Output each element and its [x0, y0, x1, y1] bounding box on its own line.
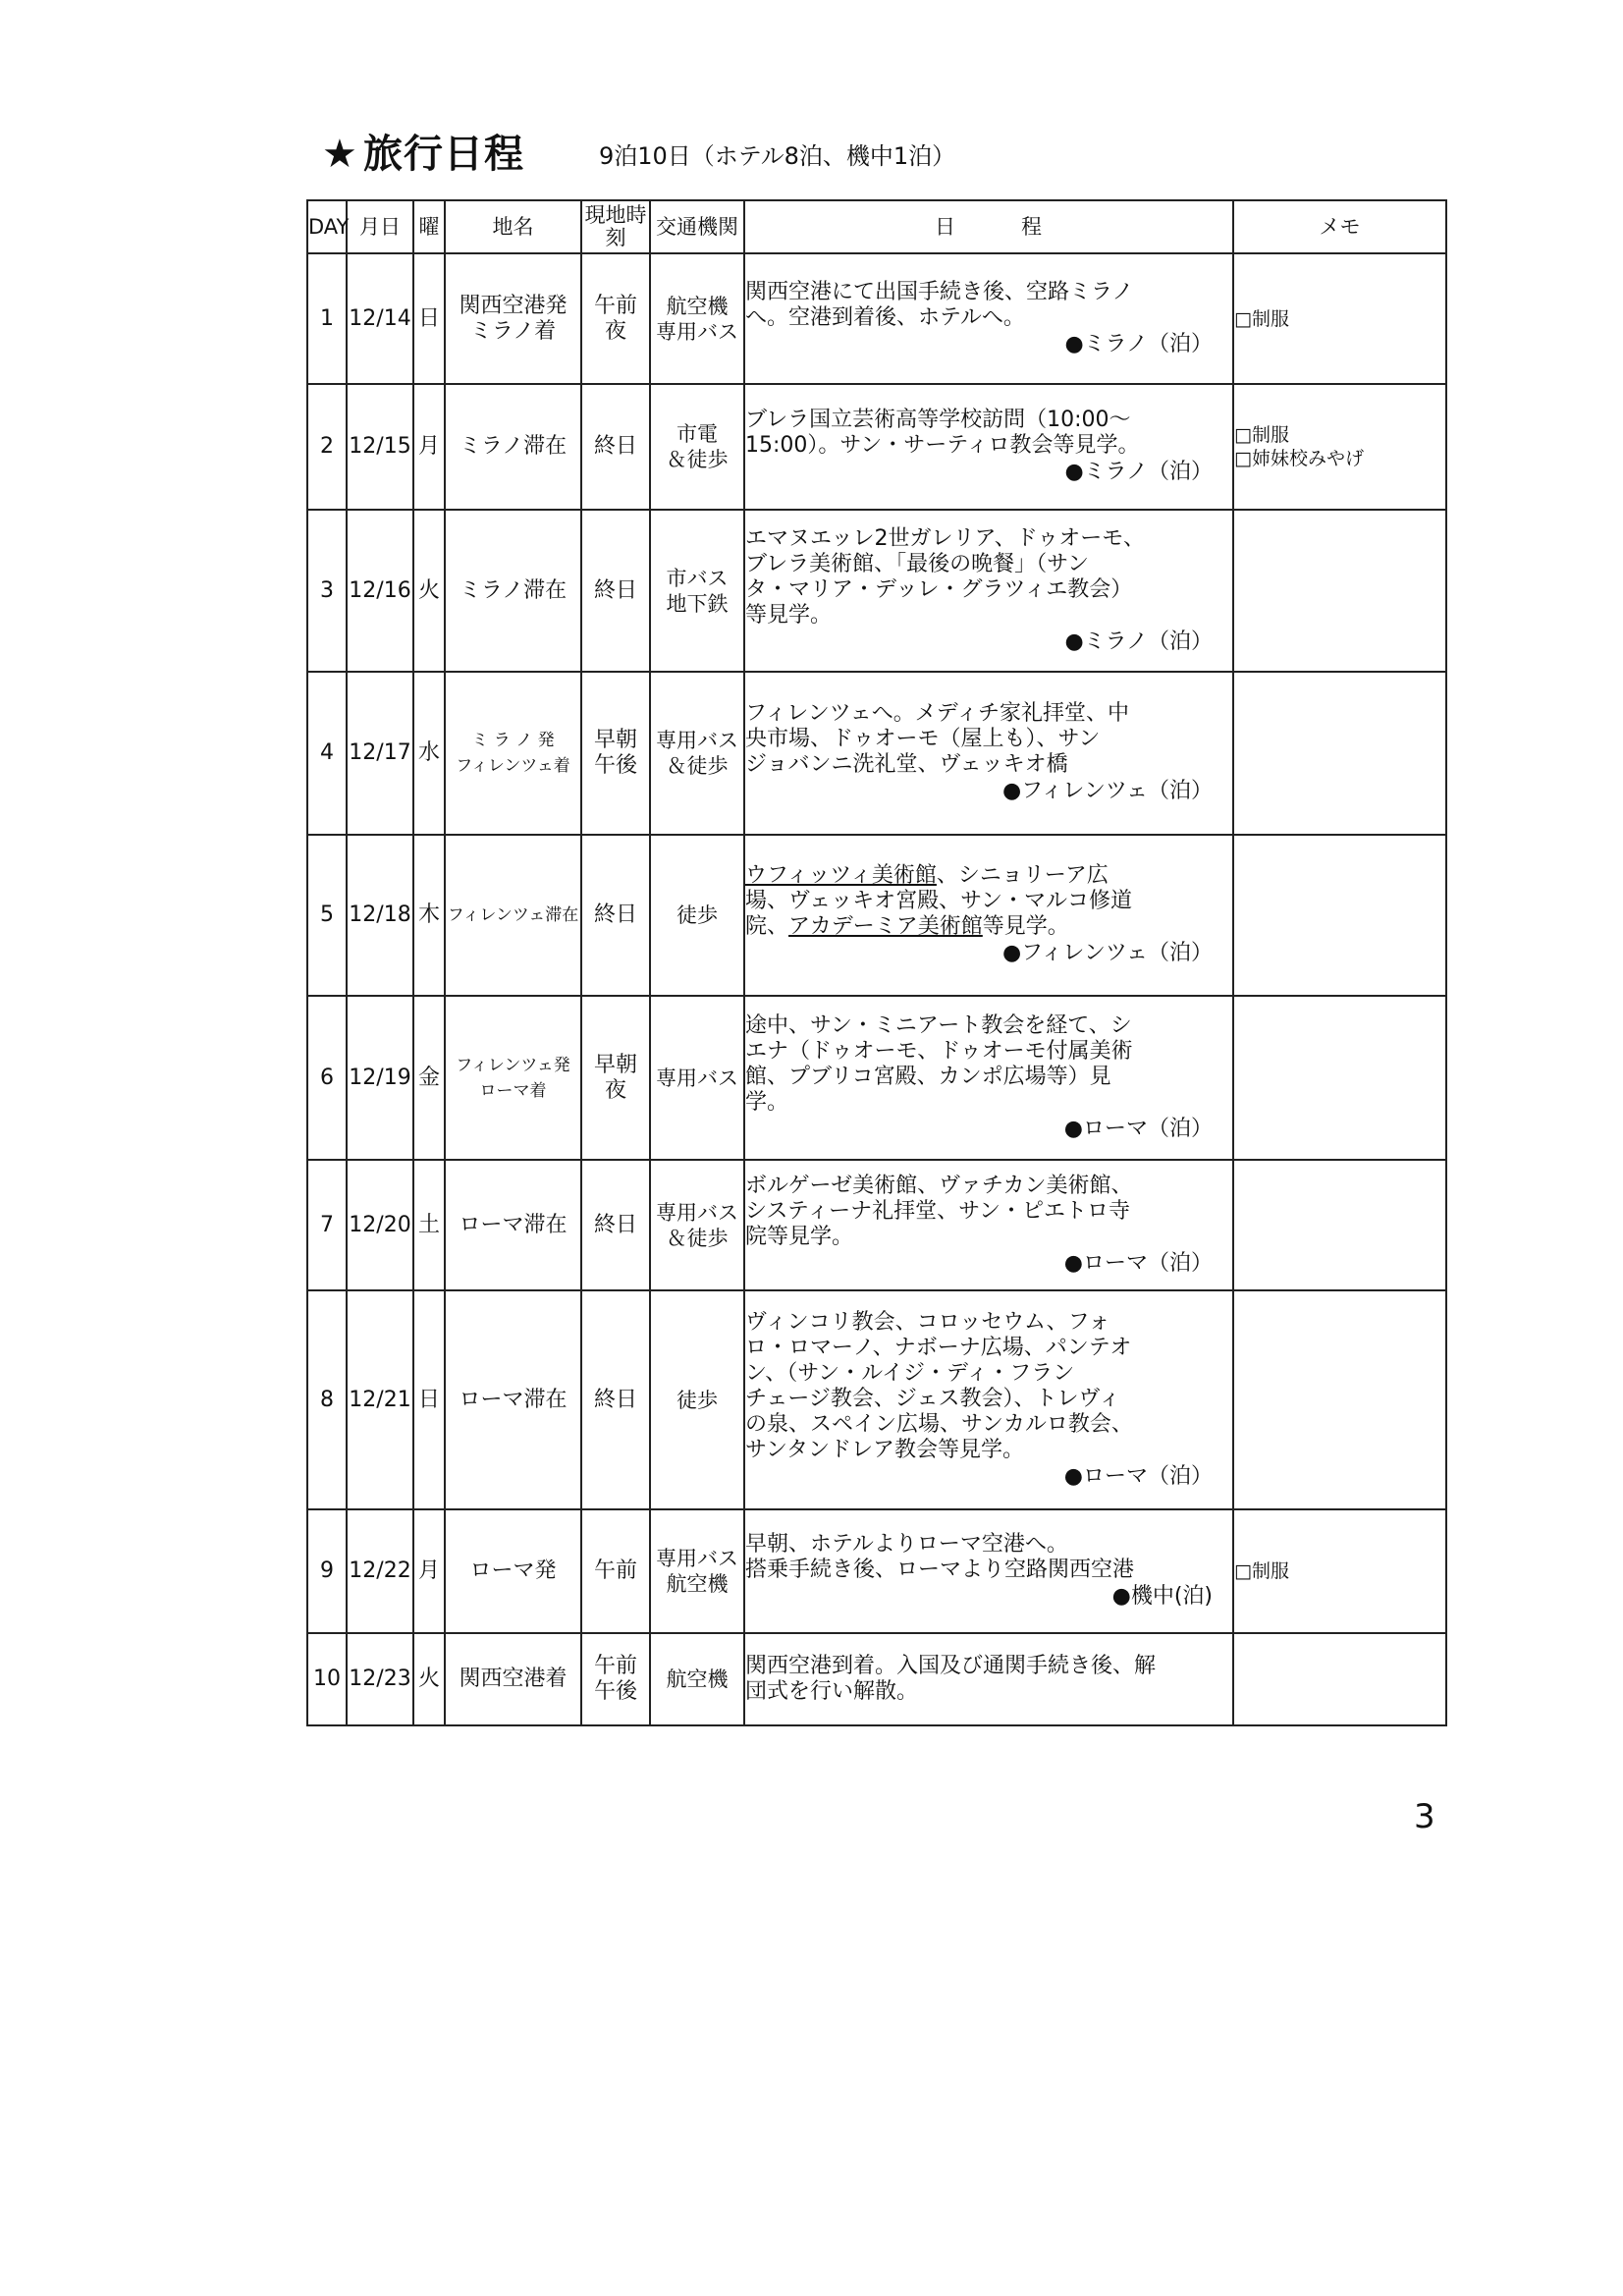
transport	[650, 1160, 744, 1290]
cell-line: 早朝	[593, 1052, 637, 1077]
schedule	[744, 253, 1233, 384]
cell-line: 市バス	[666, 566, 729, 590]
cell-line: ローマ滞在	[459, 1387, 568, 1412]
overnight-stay: ●ローマ（泊）	[1063, 1463, 1213, 1489]
cell-line: 途中、サン・ミニアート教会を経て、シ	[745, 1012, 1132, 1038]
place	[445, 1509, 581, 1633]
itinerary-table	[306, 199, 1447, 1726]
cell-line: へ。空港到着後、ホテルへ。	[745, 304, 1025, 330]
memo-checkbox-item: □制服	[1234, 1560, 1289, 1582]
cell-line: 午前	[593, 1654, 637, 1678]
cell-line: 航空機	[666, 294, 729, 318]
memo-checkbox-item: □制服	[1234, 424, 1289, 446]
cell-line: ミラノ着	[469, 318, 557, 344]
cell-line: 徒歩	[676, 1388, 718, 1412]
date: 12/15	[347, 384, 413, 510]
cell-line: 専用バス	[656, 1200, 738, 1225]
cell-line: 午後	[593, 1679, 637, 1704]
header-date: 月日	[347, 200, 413, 253]
cell-line: ＆徒歩	[666, 754, 729, 778]
cell-line: エマヌエッレ2世ガレリア、ドゥオーモ、	[745, 525, 1146, 551]
cell-line: ミラノ滞在	[459, 434, 568, 459]
header-day: DAY	[307, 200, 347, 253]
transport	[650, 384, 744, 510]
cell-line: フィレンツェ滞在	[447, 905, 579, 925]
place	[445, 996, 581, 1160]
place	[445, 1160, 581, 1290]
cell-line: ン、（サン・ルイジ・ディ・フラン	[745, 1360, 1075, 1386]
cell-line: ローマ滞在	[459, 1212, 568, 1237]
memo	[1233, 510, 1446, 672]
day-number: 2	[307, 384, 347, 510]
cell-line: ウフィッツィ美術館、シニョリーア広	[745, 863, 1109, 888]
day-number: 10	[307, 1633, 347, 1725]
day-number: 5	[307, 835, 347, 996]
date: 12/23	[347, 1633, 413, 1725]
cell-line: ロ・ロマーノ、ナボーナ広場、パンテオ	[745, 1335, 1132, 1360]
day-number: 3	[307, 510, 347, 672]
page-title: 旅行日程	[363, 132, 524, 177]
transport	[650, 996, 744, 1160]
day-number: 1	[307, 253, 347, 384]
header-row	[307, 200, 1446, 253]
cell-line: システィーナ礼拝堂、サン・ピエトロ寺	[745, 1198, 1131, 1224]
cell-line: エナ（ドゥオーモ、ドゥオーモ付属美術	[745, 1038, 1133, 1064]
transport	[650, 1509, 744, 1633]
cell-line: 午前	[593, 293, 637, 318]
cell-line: フィレンツェ発	[456, 1055, 570, 1075]
memo	[1233, 1290, 1446, 1509]
local-time	[581, 1509, 650, 1633]
memo	[1233, 835, 1446, 996]
cell-line: 学。	[745, 1089, 789, 1115]
cell-line: 場、ヴェッキオ宮殿、サン・マルコ修道	[745, 889, 1133, 913]
place	[445, 510, 581, 672]
cell-line: 終日	[593, 1387, 637, 1412]
day-of-week: 月	[413, 384, 445, 510]
page-number: 3	[1414, 1797, 1435, 1836]
date: 12/18	[347, 835, 413, 996]
cell-line: チェージ教会、ジェス教会）、トレヴィ	[745, 1386, 1121, 1411]
header-memo: メモ	[1233, 200, 1446, 253]
local-time	[581, 510, 650, 672]
cell-line: 早朝	[593, 728, 637, 752]
cell-line: ＆徒歩	[666, 448, 729, 471]
cell-line: 夜	[604, 1077, 626, 1103]
header-local-time: 現地時刻	[581, 200, 650, 253]
cell-line: タ・マリア・デッレ・グラツィエ教会）	[745, 576, 1133, 602]
overnight-stay: ●ローマ（泊）	[1063, 1250, 1213, 1276]
memo	[1233, 1160, 1446, 1290]
cell-line: ローマ着	[479, 1080, 547, 1101]
local-time	[581, 384, 650, 510]
itinerary-row	[307, 672, 1446, 835]
itinerary-rows	[307, 253, 1446, 1725]
itinerary-row	[307, 253, 1446, 384]
cell-line: 終日	[593, 902, 637, 927]
day-of-week: 火	[413, 510, 445, 672]
cell-line: 専用バス	[656, 729, 738, 752]
underlined-museum: アカデーミア美術館	[788, 914, 983, 939]
header-schedule: 日 程	[744, 200, 1233, 253]
header-dow: 曜	[413, 200, 445, 253]
day-number: 6	[307, 996, 347, 1160]
local-time	[581, 835, 650, 996]
day-of-week: 木	[413, 835, 445, 996]
date: 12/21	[347, 1290, 413, 1509]
cell-line: サンタンドレア教会等見学。	[745, 1437, 1025, 1462]
day-number: 8	[307, 1290, 347, 1509]
date: 12/14	[347, 253, 413, 384]
cell-line: 館、プブリコ宮殿、カンポ広場等）見	[745, 1064, 1111, 1089]
cell-line: フィレンツェ着	[456, 756, 570, 776]
memo-checkbox-item: □制服	[1234, 307, 1289, 330]
itinerary-row	[307, 1290, 1446, 1509]
day-of-week: 土	[413, 1160, 445, 1290]
date: 12/22	[347, 1509, 413, 1633]
itinerary-row	[307, 1633, 1446, 1725]
overnight-stay: ●フィレンツェ（泊）	[1001, 779, 1213, 803]
cell-line: 院等見学。	[745, 1224, 854, 1249]
overnight-stay: ●ミラノ（泊）	[1064, 331, 1213, 356]
day-of-week: 日	[413, 253, 445, 384]
memo	[1233, 384, 1446, 510]
day-number: 9	[307, 1509, 347, 1633]
cell-line: ボルゲーゼ美術館、ヴァチカン美術館、	[745, 1173, 1133, 1198]
schedule	[744, 835, 1233, 996]
cell-line: 関西空港着	[459, 1667, 568, 1691]
day-of-week: 月	[413, 1509, 445, 1633]
day-of-week: 火	[413, 1633, 445, 1725]
cell-line: 夜	[604, 318, 626, 344]
cell-line: 関西空港到着。入国及び通関手続き後、解	[745, 1654, 1157, 1678]
cell-line: 専用バス	[656, 1547, 738, 1570]
cell-line: 専用バス	[656, 1066, 738, 1090]
cell-line: 徒歩	[676, 903, 718, 927]
place	[445, 1290, 581, 1509]
cell-line: ミ ラ ノ 発	[471, 731, 555, 750]
memo-checkbox-item: □姉妹校みやげ	[1234, 448, 1364, 469]
cell-line: ミラノ滞在	[459, 577, 568, 603]
overnight-stay: ●ミラノ（泊）	[1064, 460, 1213, 484]
schedule	[744, 1160, 1233, 1290]
cell-line: 関西空港にて出国手続き後、空路ミラノ	[745, 279, 1134, 304]
itinerary-row	[307, 996, 1446, 1160]
local-time	[581, 672, 650, 835]
cell-line: ジョバンニ洗礼堂、ヴェッキオ橋	[745, 752, 1068, 777]
cell-line: 院、アカデーミア美術館等見学。	[745, 914, 1069, 939]
cell-line: 搭乗手続き後、ローマより空路関西空港	[745, 1558, 1135, 1582]
day-of-week: 日	[413, 1290, 445, 1509]
itinerary-row	[307, 1160, 1446, 1290]
overnight-stay: ●機中(泊)	[1111, 1584, 1213, 1609]
cell-line: 央市場、ドゥオーモ（屋上も）、サン	[745, 727, 1101, 751]
cell-line: 関西空港発	[459, 293, 568, 318]
memo	[1233, 672, 1446, 835]
cell-line: 終日	[593, 1212, 637, 1237]
overnight-stay: ●フィレンツェ（泊）	[1001, 941, 1213, 965]
cell-line: ヴィンコリ教会、コロッセウム、フォ	[745, 1309, 1110, 1335]
cell-line: ブレラ国立芸術高等学校訪問（10:00～	[745, 408, 1131, 432]
place	[445, 1633, 581, 1725]
cell-line: 早朝、ホテルよりローマ空港へ。	[745, 1532, 1068, 1557]
memo	[1233, 1633, 1446, 1725]
trip-duration: 9泊10日（ホテル8泊、機中1泊）	[599, 142, 956, 170]
place	[445, 384, 581, 510]
cell-line: の泉、スペイン広場、サンカルロ教会、	[745, 1411, 1133, 1437]
local-time	[581, 1290, 650, 1509]
cell-line: 終日	[593, 577, 637, 603]
date: 12/19	[347, 996, 413, 1160]
itinerary-row	[307, 384, 1446, 510]
day-number: 7	[307, 1160, 347, 1290]
place	[445, 672, 581, 835]
cell-line: 15:00）。サン・サーティロ教会等見学。	[745, 433, 1140, 458]
header-place: 地名	[445, 200, 581, 253]
cell-line: ＆徒歩	[666, 1226, 729, 1250]
local-time	[581, 253, 650, 384]
itinerary-row	[307, 1509, 1446, 1633]
cell-line: 航空機	[666, 1572, 729, 1596]
cell-line: 午前	[593, 1558, 637, 1583]
schedule	[744, 1290, 1233, 1509]
schedule	[744, 1509, 1233, 1633]
header-transport: 交通機関	[650, 200, 744, 253]
cell-line: 専用バス	[656, 319, 738, 344]
cell-line: 団式を行い解散。	[745, 1679, 919, 1704]
itinerary-row	[307, 510, 1446, 672]
day-number: 4	[307, 672, 347, 835]
overnight-stay: ●ローマ（泊）	[1063, 1116, 1213, 1141]
place	[445, 253, 581, 384]
cell-line: ローマ発	[469, 1558, 557, 1583]
date: 12/16	[347, 510, 413, 672]
star-icon: ★	[322, 132, 357, 177]
underlined-museum: ウフィッツィ美術館	[745, 863, 937, 888]
cell-line: フィレンツェへ。メディチ家礼拝堂、中	[745, 701, 1130, 726]
itinerary-row	[307, 835, 1446, 996]
overnight-stay: ●ミラノ（泊）	[1064, 629, 1213, 654]
local-time	[581, 1633, 650, 1725]
local-time	[581, 1160, 650, 1290]
memo	[1233, 996, 1446, 1160]
memo	[1233, 253, 1446, 384]
transport	[650, 510, 744, 672]
day-of-week: 水	[413, 672, 445, 835]
transport	[650, 1633, 744, 1725]
cell-line: 航空機	[666, 1667, 729, 1691]
transport	[650, 835, 744, 996]
transport	[650, 1290, 744, 1509]
date: 12/17	[347, 672, 413, 835]
cell-line: 午後	[593, 753, 637, 778]
local-time	[581, 996, 650, 1160]
schedule	[744, 996, 1233, 1160]
schedule	[744, 672, 1233, 835]
cell-line: 等見学。	[745, 602, 833, 628]
cell-line: 市電	[676, 422, 718, 446]
transport	[650, 253, 744, 384]
day-of-week: 金	[413, 996, 445, 1160]
schedule	[744, 384, 1233, 510]
memo	[1233, 1509, 1446, 1633]
cell-line: 地下鉄	[666, 591, 729, 616]
schedule	[744, 1633, 1233, 1725]
schedule	[744, 510, 1233, 672]
cell-line: 終日	[593, 434, 637, 459]
date: 12/20	[347, 1160, 413, 1290]
place	[445, 835, 581, 996]
cell-line: ブレラ美術館、「最後の晩餐」（サン	[745, 551, 1090, 576]
transport	[650, 672, 744, 835]
